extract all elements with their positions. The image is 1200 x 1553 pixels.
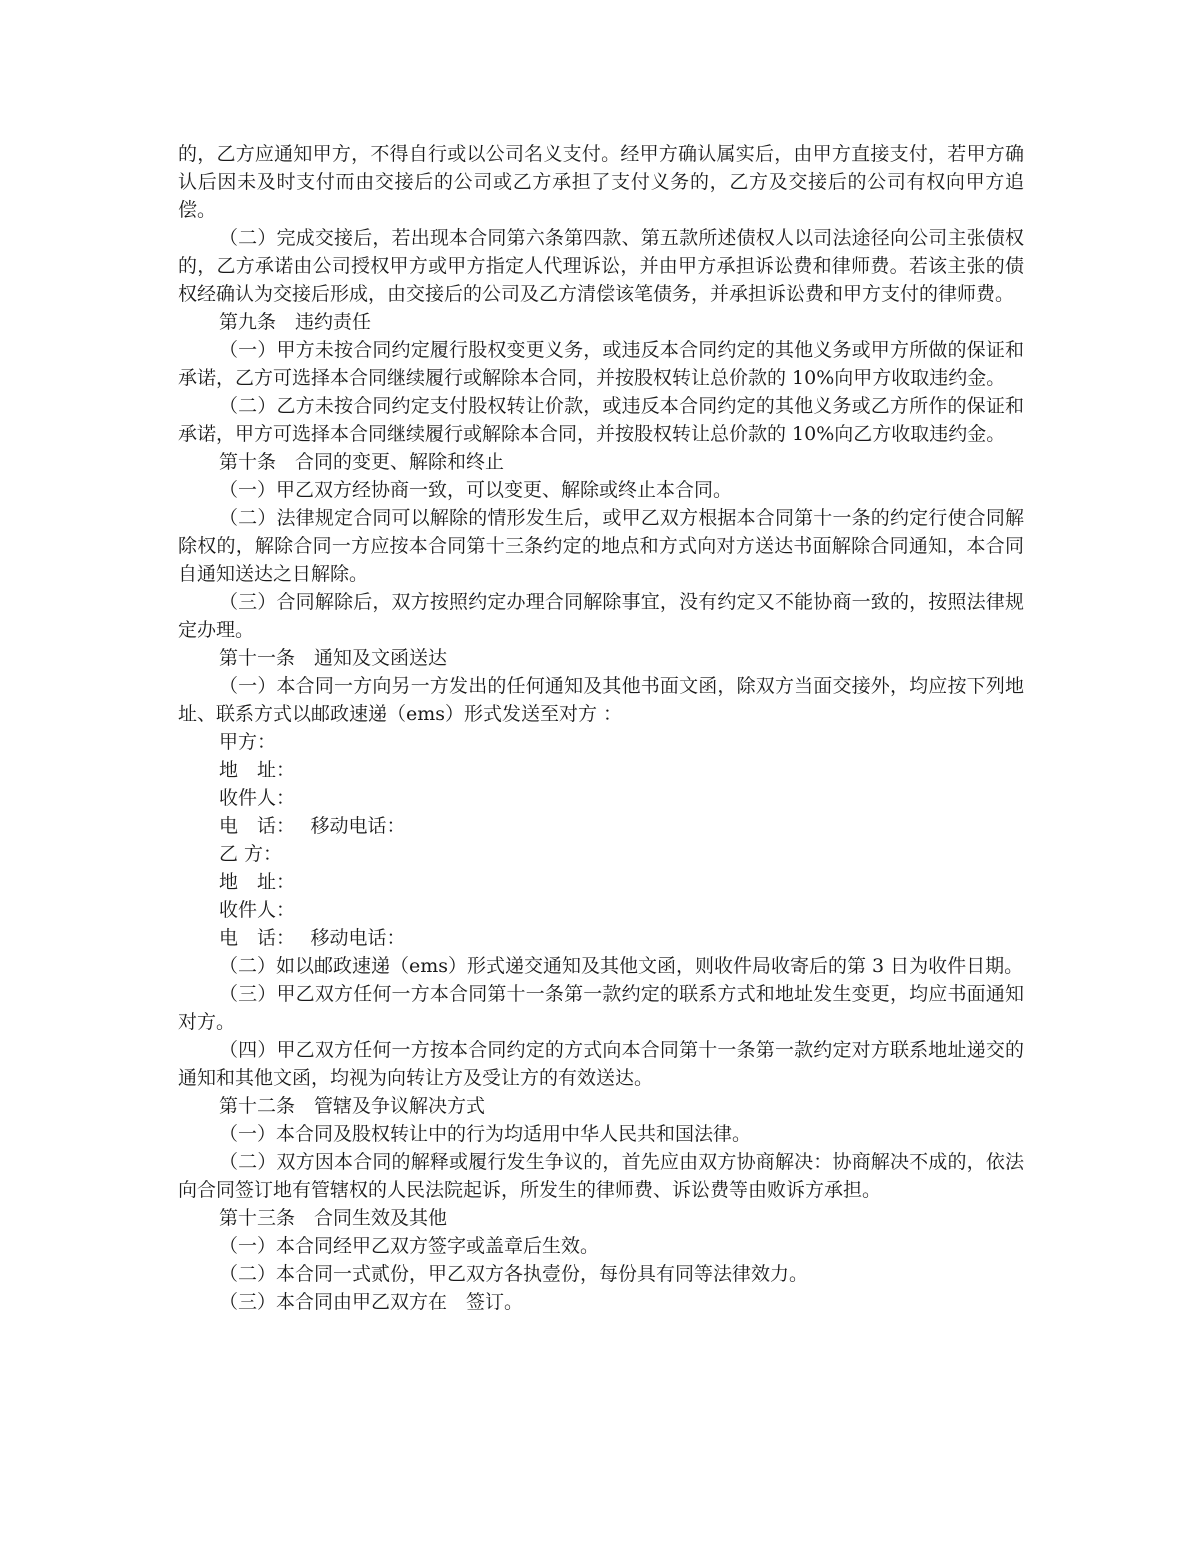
article-heading: 第十二条 管辖及争议解决方式 — [219, 1095, 486, 1117]
article-heading: 第十三条 合同生效及其他 — [219, 1207, 448, 1229]
clause-paragraph: （二）如以邮政速递（ems）形式递交通知及其他文函，则收件局收寄后的第 3 日为收件日期。 — [219, 955, 1024, 977]
party-a-address-field: 地 址： — [219, 759, 296, 781]
party-a-phone-field: 电 话： 移动电话： — [219, 815, 406, 837]
clause-paragraph: （三）甲乙双方任何一方本合同第十一条第一款约定的联系方式和地址发生变更，均应书面通知对方。 — [178, 983, 1024, 1033]
party-a-label: 甲方： — [219, 731, 277, 753]
party-b-label: 乙 方： — [219, 843, 283, 865]
party-b-recipient-field: 收件人： — [219, 899, 296, 921]
clause-paragraph: （一）甲方未按合同约定履行股权变更义务，或违反本合同约定的其他义务或甲方所做的保证和承诺，乙方可选择本合同继续履行或解除本合同，并按股权转让总价款的 10%向甲方收取违约金。 — [178, 339, 1024, 389]
clause-paragraph: （二）乙方未按合同约定支付股权转让价款，或违反本合同约定的其他义务或乙方所作的保证和承诺，甲方可选择本合同继续履行或解除本合同，并按股权转让总价款的 10%向乙方收取违约金。 — [178, 395, 1024, 445]
article-heading: 第九条 违约责任 — [219, 311, 372, 333]
clause-paragraph: （一）甲乙双方经协商一致，可以变更、解除或终止本合同。 — [219, 479, 733, 501]
clause-paragraph: （二）本合同一式贰份，甲乙双方各执壹份，每份具有同等法律效力。 — [219, 1263, 809, 1285]
clause-paragraph: （一）本合同及股权转让中的行为均适用中华人民共和国法律。 — [219, 1123, 752, 1145]
party-b-address-field: 地 址： — [219, 871, 296, 893]
clause-paragraph: （一）本合同一方向另一方发出的任何通知及其他书面文函，除双方当面交接外，均应按下列地址、联系方式以邮政速递（ems）形式发送至对方 ： — [178, 675, 1024, 725]
party-b-phone-field: 电 话： 移动电话： — [219, 927, 406, 949]
article-heading: 第十条 合同的变更、解除和终止 — [219, 451, 505, 473]
clause-paragraph: （三）本合同由甲乙双方在 签订。 — [219, 1291, 524, 1313]
clause-paragraph: （一）本合同经甲乙双方签字或盖章后生效。 — [219, 1235, 600, 1257]
clause-paragraph: （四）甲乙双方任何一方按本合同约定的方式向本合同第十一条第一款约定对方联系地址递交的通知和其他文函，均视为向转让方及受让方的有效送达。 — [178, 1039, 1024, 1089]
contract-body — [178, 140, 1024, 1316]
article-heading: 第十一条 通知及文函送达 — [219, 647, 448, 669]
paragraph-continuation: 的，乙方应通知甲方，不得自行或以公司名义支付。经甲方确认属实后，由甲方直接支付，若甲方确认后因未及时支付而由交接后的公司或乙方承担了支付义务的，乙方及交接后的公司有权向甲方追偿。 — [178, 143, 1024, 221]
party-a-recipient-field: 收件人： — [219, 787, 296, 809]
clause-paragraph: （二）双方因本合同的解释或履行发生争议的，首先应由双方协商解决：协商解决不成的，依法向合同签订地有管辖权的人民法院起诉，所发生的律师费、诉讼费等由败诉方承担。 — [178, 1151, 1024, 1201]
clause-paragraph: （三）合同解除后，双方按照约定办理合同解除事宜，没有约定又不能协商一致的，按照法律规定办理。 — [178, 591, 1024, 641]
clause-paragraph: （二）完成交接后，若出现本合同第六条第四款、第五款所述债权人以司法途径向公司主张债权的，乙方承诺由公司授权甲方或甲方指定人代理诉讼，并由甲方承担诉讼费和律师费。若该主张的债权经确认为交接后形成，由交接后的公司及乙方清偿该笔债务，并承担诉讼费和甲方支付的律师费。 — [178, 227, 1024, 305]
clause-paragraph: （二）法律规定合同可以解除的情形发生后，或甲乙双方根据本合同第十一条的约定行使合同解除权的，解除合同一方应按本合同第十三条约定的地点和方式向对方送达书面解除合同通知，本合同自通知送达之日解除。 — [178, 507, 1024, 585]
